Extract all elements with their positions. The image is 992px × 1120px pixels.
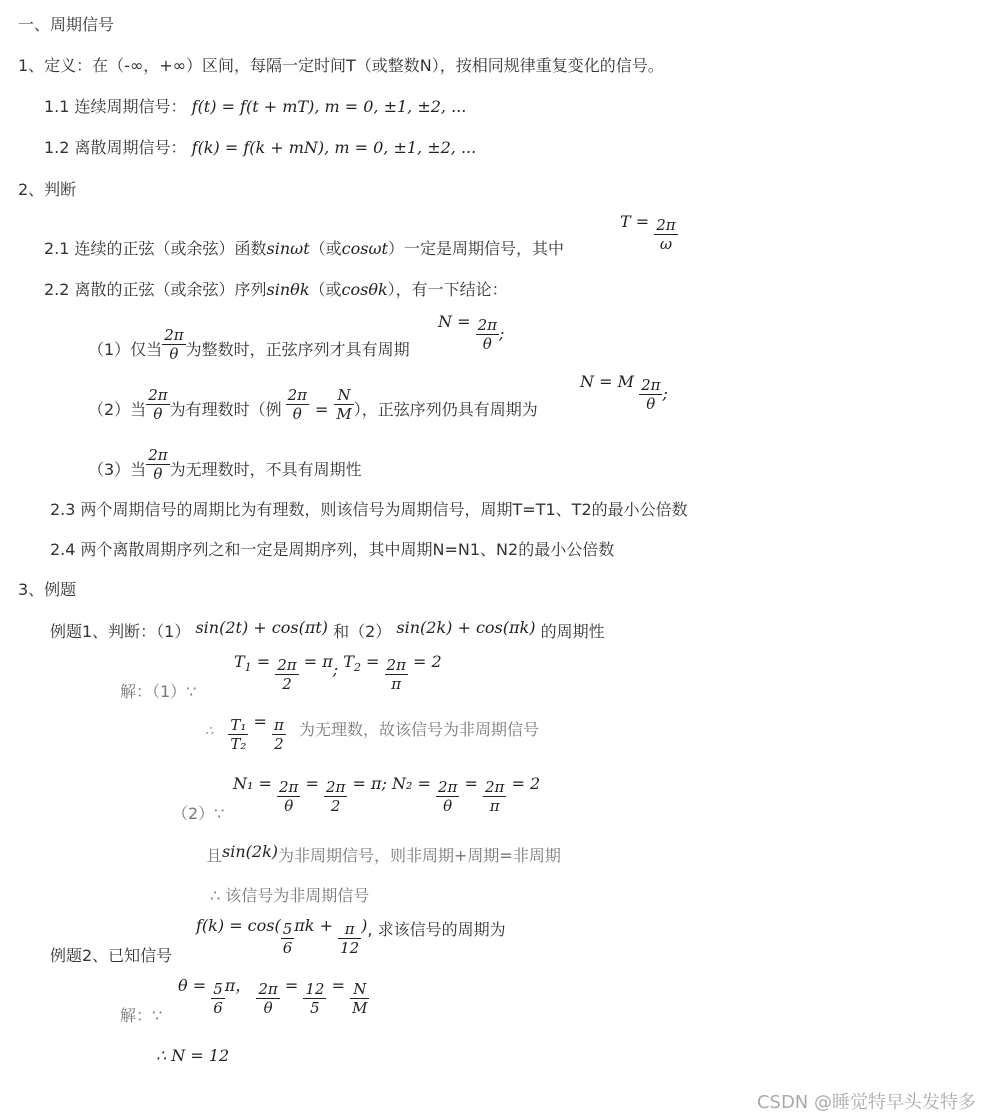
sol1-T1-sub: 1 <box>244 661 252 675</box>
p21-den: ω <box>659 235 673 253</box>
para-2-1 <box>44 239 564 259</box>
sol1-ratio-line <box>205 712 539 753</box>
c1-den: θ <box>169 345 179 363</box>
c1-pden: θ <box>482 335 492 353</box>
sol3-f1-den: 6 <box>213 999 223 1017</box>
sol1-f1-num: 2π <box>277 656 297 674</box>
c1-text-b: 为整数时，正弦序列才具有周期 <box>185 340 410 359</box>
sol2-f2-den: 2 <box>330 797 341 815</box>
c2-M: M <box>336 405 352 423</box>
sol1-T2-sub: 2 <box>353 661 361 675</box>
sol2-frac3 <box>436 778 459 815</box>
ex2-f: f(k) = cos( <box>196 916 281 935</box>
sol1-frac2 <box>385 656 408 693</box>
sol1-label: 解：（1）∵ <box>120 682 197 701</box>
sol2-frac4 <box>483 778 506 815</box>
sol3-f2-num: 2π <box>258 980 278 998</box>
section-2-title: 2、判断 <box>18 180 77 199</box>
para-2-2 <box>44 280 508 300</box>
sol2-f1-num: 2π <box>279 778 299 796</box>
c3-den: θ <box>153 465 163 483</box>
p22-cos: cosθk <box>341 280 388 299</box>
ex1-text-b: 和（2） <box>333 622 392 641</box>
c2-text-c: ），正弦序列仍具有周期为 <box>353 400 538 419</box>
ex2-frac2 <box>338 920 361 957</box>
c2-ex-num: 2π <box>287 386 308 404</box>
sol1-pi: = π <box>303 652 333 671</box>
sol1-frac1 <box>275 656 298 693</box>
c2-NM: N = M <box>580 372 634 391</box>
para-2-4: 2.4 两个离散周期序列之和一定是周期序列，其中周期N=N1、N2的最小公倍数 <box>50 540 615 559</box>
c2-den: θ <box>153 405 163 423</box>
ex2-text-b: , 求该信号的周期为 <box>367 920 506 939</box>
sol2-N1: N₁ = <box>233 774 272 793</box>
sol3-eq1: = <box>284 976 299 995</box>
sol2-formula <box>233 774 541 815</box>
p21-num: 2π <box>656 216 676 234</box>
p21-text-c: ）一定是周期信号，其中 <box>387 239 564 258</box>
section-1-title: 一、周期信号 <box>18 15 115 34</box>
sol1-T2 <box>343 652 380 675</box>
sol2-eq1: = <box>305 774 319 793</box>
ex2-frac1 <box>281 920 295 957</box>
example-1 <box>50 618 605 642</box>
p22-sin: sinθk <box>266 280 310 299</box>
c2-example-frac <box>286 386 309 423</box>
c2-text-b: 为有理数时（例 <box>169 400 282 419</box>
sol2-final: ∴ 该信号为非周期信号 <box>210 886 370 905</box>
sol2-eq2: = <box>464 774 478 793</box>
c2-period-formula <box>580 372 668 413</box>
c2-period-frac <box>639 376 662 413</box>
c1-N: N = <box>438 312 471 331</box>
ex1-text-c: 的周期性 <box>540 622 605 641</box>
ex1-signal-1: sin(2t) + cos(πt) <box>195 618 329 637</box>
ex2-f2-den: 12 <box>340 939 360 957</box>
sol1-ratio-rhs <box>272 716 286 753</box>
discrete-periodic-line <box>44 138 476 158</box>
ex2-pik: πk + <box>294 916 333 935</box>
c2-semi: ; <box>662 384 668 403</box>
sol3-frac3 <box>303 980 326 1017</box>
definition-text: 1、定义：在（-∞，+∞）区间，每隔一定时间T（或整数N），按相同规律重复变化的信号。 <box>18 56 664 75</box>
c3-text-a: （3）当 <box>88 460 147 479</box>
c2-pnum: 2π <box>641 376 661 394</box>
sol1-T1-sym: T <box>234 652 245 671</box>
para-2-3: 2.3 两个周期信号的周期比为有理数，则该信号为周期信号，周期T=T1、T2的最小公倍数 <box>50 500 688 519</box>
sol1-T1 <box>234 652 271 675</box>
ex2-f1-den: 6 <box>282 939 293 957</box>
sol2-f2-num: 2π <box>326 778 346 796</box>
sol3-frac2 <box>256 980 279 1017</box>
p21-fraction <box>654 216 677 253</box>
ex2-f1-num: 5 <box>282 920 293 938</box>
sol3-f1-num: 5 <box>213 980 223 998</box>
p21-T: T = <box>620 212 650 231</box>
p21-text-b: （或 <box>309 239 342 258</box>
p21-cos: cosωt <box>341 239 388 258</box>
sol1-f2-den: π <box>391 675 402 693</box>
c2-N: N <box>334 386 353 405</box>
c2-num: 2π <box>148 386 168 404</box>
sol2-f4-num: 2π <box>484 778 505 796</box>
c1-period-frac <box>476 316 499 353</box>
sol1-eq2-val: = 2 <box>413 652 442 671</box>
c1-period-formula <box>438 312 505 353</box>
sol3-formula <box>178 976 369 1017</box>
sol2-f4-den: π <box>489 797 500 815</box>
sol2-frac2 <box>324 778 347 815</box>
sol3-pi-comma: π， <box>224 976 252 995</box>
sol3-theta: θ = <box>178 976 207 995</box>
sol2-f3-num: 2π <box>437 778 458 796</box>
sol2-and-line <box>206 842 561 866</box>
sol2-and: 且 <box>206 846 223 865</box>
sol1-semi: ; <box>332 660 339 679</box>
continuous-label: 1.1 连续周期信号： <box>44 97 187 116</box>
c1-pnum: 2π <box>477 316 497 334</box>
continuous-formula: f(t) = f(t + mT), m = 0, ±1, ±2, ... <box>191 97 467 116</box>
sol3-f4-den: M <box>352 999 368 1017</box>
ex2-f2-num: π <box>338 920 361 939</box>
ex1-signal-2: sin(2k) + cos(πk) <box>396 618 536 637</box>
c3-num: 2π <box>148 446 168 464</box>
sol3-f2-den: θ <box>263 999 273 1017</box>
sol1-f1-den: 2 <box>282 675 292 693</box>
sol1-ratio-eq: = <box>253 712 267 731</box>
example-2 <box>50 946 172 966</box>
section-3-title: 3、例题 <box>18 580 77 599</box>
sol2-label: （2）∵ <box>172 804 225 823</box>
sol1-rhs-num: π <box>274 716 284 734</box>
sol3-f3-num: 12 <box>305 980 325 998</box>
continuous-periodic-line <box>44 97 466 117</box>
p21-sin: sinωt <box>266 239 310 258</box>
sol1-therefore: ∴ <box>205 724 214 739</box>
sol1-ratio-num: T₁ <box>230 716 247 734</box>
ex1-text-a: 例题1、判断：（1） <box>50 622 191 641</box>
sol1-ratio-frac <box>228 716 248 753</box>
sol2-end: = 2 <box>511 774 541 793</box>
sol2-pi-semi: = π; N₂ = <box>352 774 431 793</box>
c1-fraction <box>162 326 185 363</box>
sol1-ratio-den: T₂ <box>230 735 247 753</box>
c3-text-b: 为无理数时，不具有周期性 <box>169 460 362 479</box>
ex2-formula <box>196 916 506 957</box>
p22-text-c: ），有一下结论： <box>387 280 508 299</box>
sol1-f2-num: 2π <box>386 656 406 674</box>
sol1-T2-sym: T <box>343 652 354 671</box>
ex2-text-a: 例题2、已知信号 <box>50 946 173 965</box>
c2-nm-frac <box>334 386 353 423</box>
c2-fraction <box>146 386 169 423</box>
sol1-eq2: = <box>366 652 380 671</box>
c3-fraction <box>146 446 169 483</box>
sol2-f3-den: θ <box>443 797 453 815</box>
sol2-frac1 <box>277 778 300 815</box>
sol2-f1-den: θ <box>284 797 294 815</box>
c2-eq: = <box>315 400 329 419</box>
c1-semi: ; <box>499 324 505 343</box>
sol3-f4-num: N <box>350 980 369 999</box>
sol3-frac1 <box>211 980 225 1017</box>
ex2-close: ) <box>361 916 368 935</box>
c1-text-a: （1）仅当 <box>88 340 163 359</box>
p21-period-formula <box>620 212 678 253</box>
discrete-label: 1.2 离散周期信号： <box>44 138 187 157</box>
p21-text-a: 2.1 连续的正弦（或余弦）函数 <box>44 239 267 258</box>
sol2-text: 为非周期信号，则非周期+周期=非周期 <box>278 846 561 865</box>
sol1-formula <box>234 652 442 693</box>
sol3-result: ∴ N = 12 <box>156 1046 230 1065</box>
c2-pden: θ <box>646 395 656 413</box>
sol2-sin: sin(2k) <box>222 842 279 861</box>
c1-num: 2π <box>164 326 184 344</box>
p22-text-b: （或 <box>309 280 342 299</box>
sol3-label: 解：∵ <box>120 1006 163 1025</box>
sol1-rhs-den: 2 <box>274 735 284 753</box>
sol3-frac4 <box>350 980 369 1017</box>
sol1-eq: = <box>256 652 271 671</box>
sol3-eq2: = <box>331 976 345 995</box>
c2-ex-den: θ <box>292 405 302 423</box>
sol3-f3-den: 5 <box>310 999 320 1017</box>
sol1-conclusion: 为无理数，故该信号为非周期信号 <box>298 720 539 739</box>
c2-text-a: （2）当 <box>88 400 147 419</box>
csdn-watermark: CSDN @睡觉特早头发特多 <box>756 1092 976 1113</box>
p22-text-a: 2.2 离散的正弦（或余弦）序列 <box>44 280 267 299</box>
discrete-formula: f(k) = f(k + mN), m = 0, ±1, ±2, ... <box>191 138 477 157</box>
